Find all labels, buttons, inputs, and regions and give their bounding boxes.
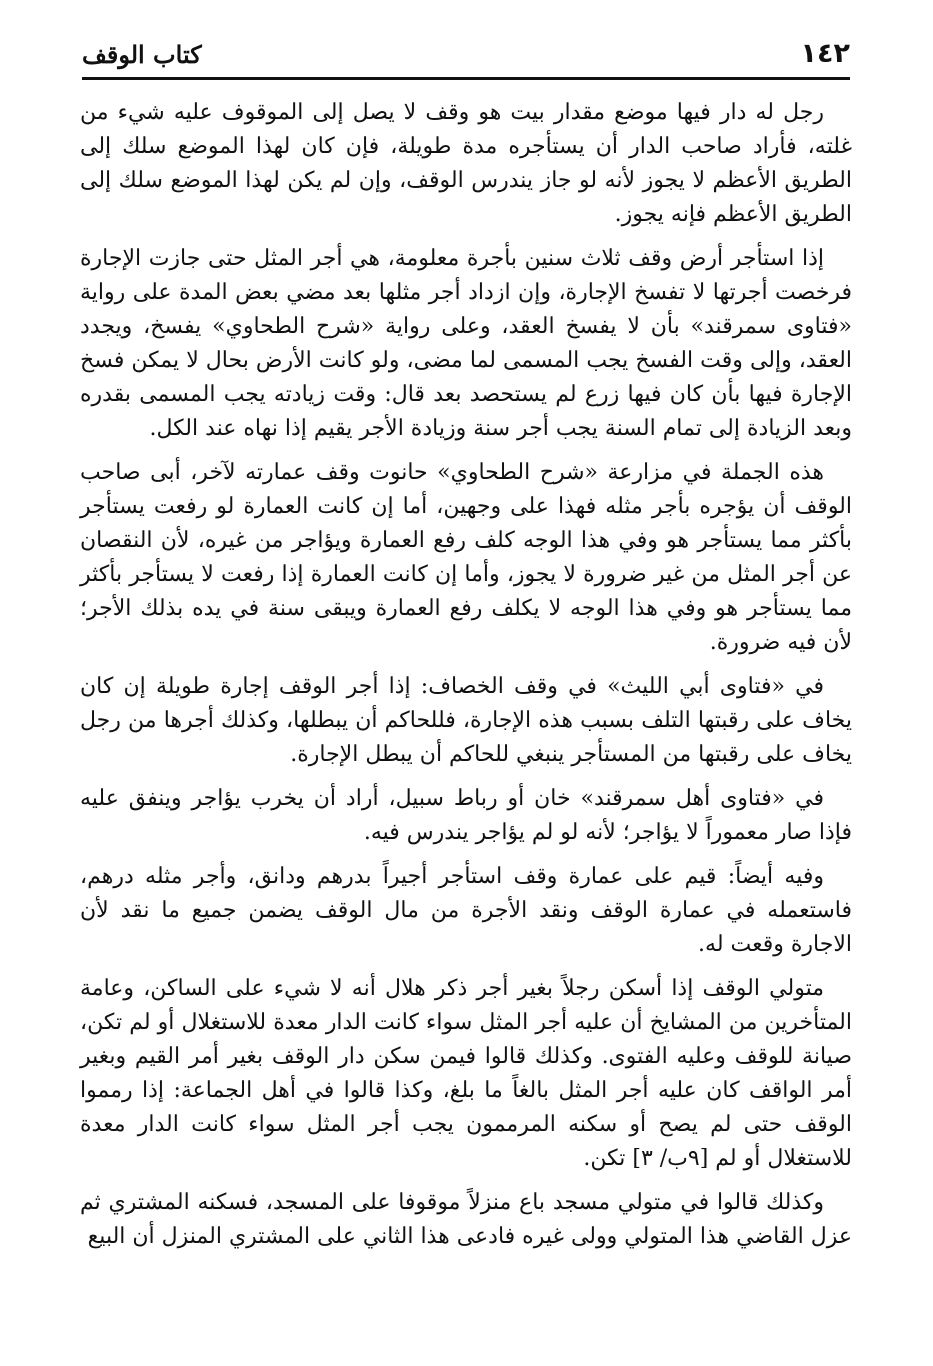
page-header bbox=[82, 28, 850, 80]
book-title: كتاب الوقف bbox=[82, 40, 202, 69]
paragraph: وكذلك قالوا في متولي مسجد باع منزلاً موقوفا على المسجد، فسكنه المشتري ثم عزل القاضي هذا المتولي وولى غيره فادعى هذا الثاني على المشتري المنزل أن البيع bbox=[80, 1190, 852, 1249]
paragraph: في «فتاوى أبي الليث» في وقف الخصاف: إذا أجر الوقف إجارة طويلة إن كان يخاف على رقبتها التلف بسبب هذه الإجارة، فللحاكم أن يبطلها، وكذلك أجرها من رجل يخاف على رقبتها من المستأجر ينبغي للحاكم أن يبطل الإجارة. bbox=[80, 674, 852, 767]
page-number: ١٤٢ bbox=[800, 38, 850, 69]
body-text bbox=[80, 96, 852, 1264]
paragraph: في «فتاوى أهل سمرقند» خان أو رباط سبيل، أراد أن يخرب يؤاجر وينفق عليه فإذا صار معموراً لا يؤاجر؛ لأنه لو لم يؤاجر يندرس فيه. bbox=[80, 786, 852, 845]
paragraph: رجل له دار فيها موضع مقدار بيت هو وقف لا يصل إلى الموقوف عليه شيء من غلته، فأراد صاحب الدار أن يستأجره مدة طويلة، فإن كان لهذا الموضع سلك إلى الطريق الأعظم لا يجوز لأنه لو جاز يندرس الوقف، وإن لم يكن لهذا الموضع سلك إلى الطريق الأعظم فإنه يجوز. bbox=[80, 100, 852, 227]
paragraph: هذه الجملة في مزارعة «شرح الطحاوي» حانوت وقف عمارته لآخر، أبى صاحب الوقف أن يؤجره بأجر مثله فهذا على وجهين، أما إن كانت العمارة لو رفعت يستأجر بأكثر مما يستأجر هو وفي هذا الوجه كلف رفع العمارة ويؤاجر من غيره، لأن النقصان عن أجر المثل من غير ضرورة لا يجوز، وأما إن كانت العمارة إذا رفعت لا يستأجر بأكثر مما يستأجر هو وفي هذا الوجه لا يكلف رفع العمارة ويبقى سنة في يده بذلك الأجر؛ لأن فيه ضرورة. bbox=[80, 460, 852, 655]
paragraph: وفيه أيضاً: قيم على عمارة وقف استأجر أجيراً بدرهم ودانق، وأجر مثله درهم، فاستعمله في عمارة الوقف ونقد الأجرة من مال الوقف يضمن جميع ما نقد لأن الاجارة وقعت له. bbox=[80, 864, 852, 957]
paragraph: إذا استأجر أرض وقف ثلاث سنين بأجرة معلومة، هي أجر المثل حتى جازت الإجارة فرخصت أجرتها لا تفسخ الإجارة، وإن ازداد أجر مثلها بعد مضي بعض المدة على رواية «فتاوى سمرقند» بأن لا يفسخ العقد، وعلى رواية «شرح الطحاوي» يفسخ، ويجدد العقد، وإلى وقت الفسخ يجب المسمى لما مضى، ولو كانت الأرض بحال لا يمكن فسخ الإجارة فيها بأن كان فيها زرع لم يستحصد بعد قال: وقت زيادته يجب المسمى بقدره وبعد الزيادة إلى تمام السنة يجب أجر سنة وزيادة الأجر يقيم إذا نهاه عند الكل. bbox=[80, 246, 853, 441]
paragraph: متولي الوقف إذا أسكن رجلاً بغير أجر ذكر هلال أنه لا شيء على الساكن، وعامة المتأخرين من المشايخ أن عليه أجر المثل سواء كانت الدار معدة للاستغلال أو لم تكن، صيانة للوقف وعليه الفتوى. وكذلك قالوا فيمن سكن دار الوقف بغير أمر القيم وبغير أمر الواقف كان عليه أجر المثل بالغاً ما بلغ، وكذا قالوا في أهل الجماعة: إذا رمموا الوقف حتى لم يصح أو سكنه المرممون يجب أجر المثل سواء كانت الدار معدة للاستغلال أو لم [٩ب/ ٣] تكن. bbox=[80, 976, 852, 1171]
header-divider bbox=[82, 77, 850, 80]
